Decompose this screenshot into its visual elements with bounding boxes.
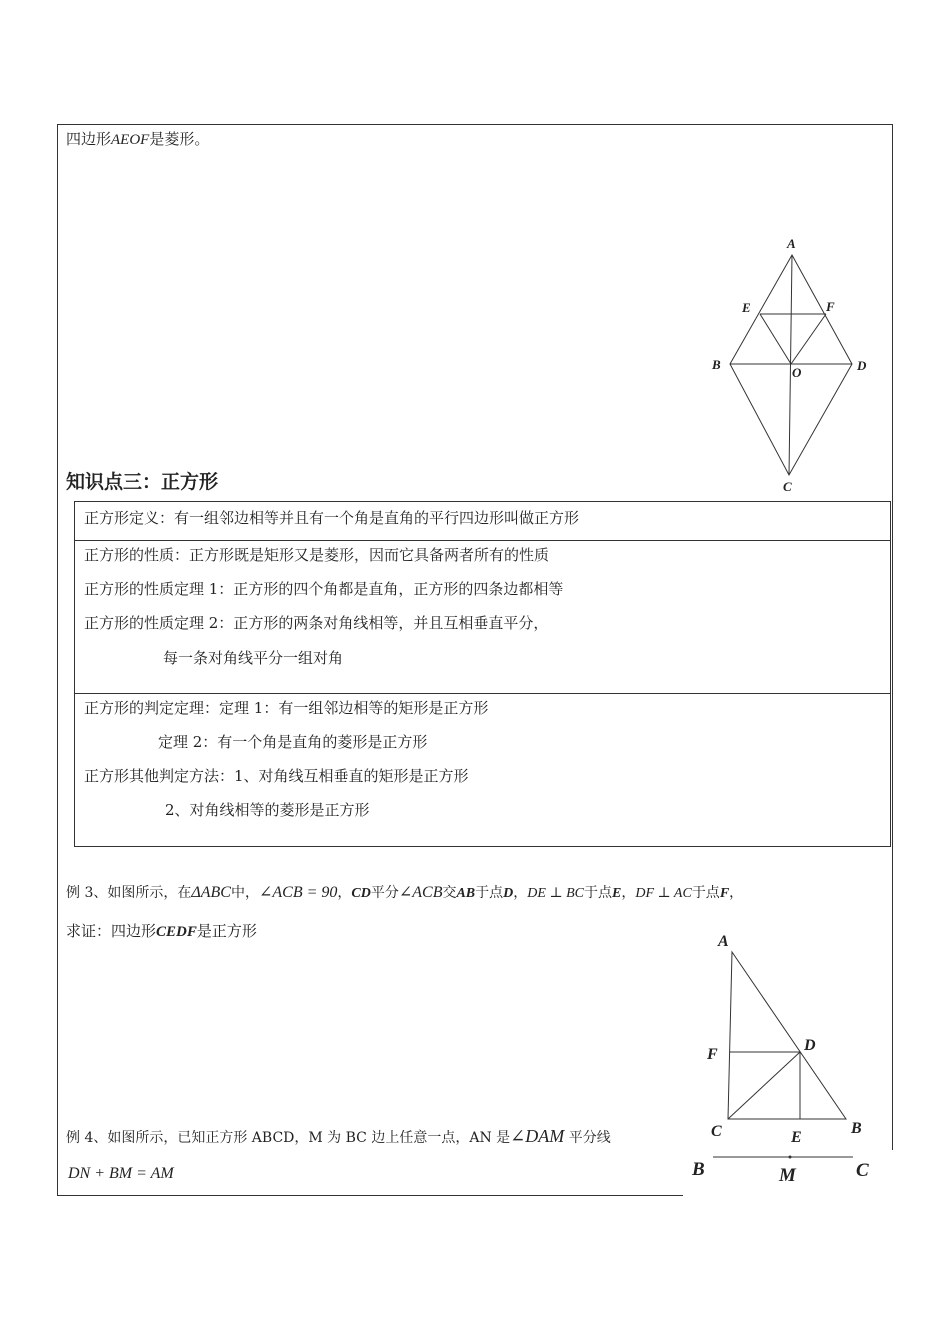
label-c: C [856,1160,869,1181]
criteria-line-1: 正方形的判定定理：定理 1：有一组邻边相等的矩形是正方形 [84,699,489,717]
property-line-2: 正方形的性质定理 1：正方形的四个角都是直角，正方形的四条边都相等 [84,580,564,598]
label-e: E [742,300,751,315]
example-4-statement: 例 4、如图所示，已知正方形 ABCD，M 为 BC 边上任意一点，AN 是∠DAM 平分线 [66,1126,611,1146]
label-a: A [718,933,729,950]
label-m: M [779,1165,796,1186]
label-a: A [787,236,796,251]
label-c: C [783,479,792,494]
criteria-line-4: 2、对角线相等的菱形是正方形 [165,801,370,819]
label-f: F [826,299,835,314]
property-line-4: 每一条对角线平分一组对角 [163,649,344,667]
property-line-3: 正方形的性质定理 2：正方形的两条对角线相等，并且互相垂直平分， [84,614,549,632]
label-b: B [851,1120,862,1137]
example-3-question: 求证：四边形CEDF是正方形 [66,922,257,940]
label-o: O [792,365,802,380]
label-d: D [857,358,867,373]
label-b: B [692,1159,705,1180]
label-e: E [791,1129,802,1146]
label-f: F [707,1046,718,1063]
label-b: B [712,357,721,372]
definition-text: 正方形定义：有一组邻边相等并且有一个角是直角的平行四边形叫做正方形 [84,509,580,527]
label-d: D [804,1037,816,1054]
knowledge-title: 知识点三：正方形 [66,471,219,493]
label-c: C [711,1123,722,1140]
example-4-formula: DN + BM = AM [68,1165,174,1182]
property-line-1: 正方形的性质：正方形既是矩形又是菱形，因而它具备两者所有的性质 [84,546,550,564]
criteria-line-2: 定理 2：有一个角是直角的菱形是正方形 [158,733,428,751]
rhombus-conclusion: 四边形AEOF是菱形。 [66,130,210,148]
example-3-statement: 例 3、如图所示，在ΔABC中，∠ACB = 90，CD平分∠ACB交AB于点D，DE ⊥ BC于点E，DF ⊥ AC于点F， [66,884,744,901]
criteria-line-3: 正方形其他判定方法：1、对角线互相垂直的矩形是正方形 [84,767,469,785]
